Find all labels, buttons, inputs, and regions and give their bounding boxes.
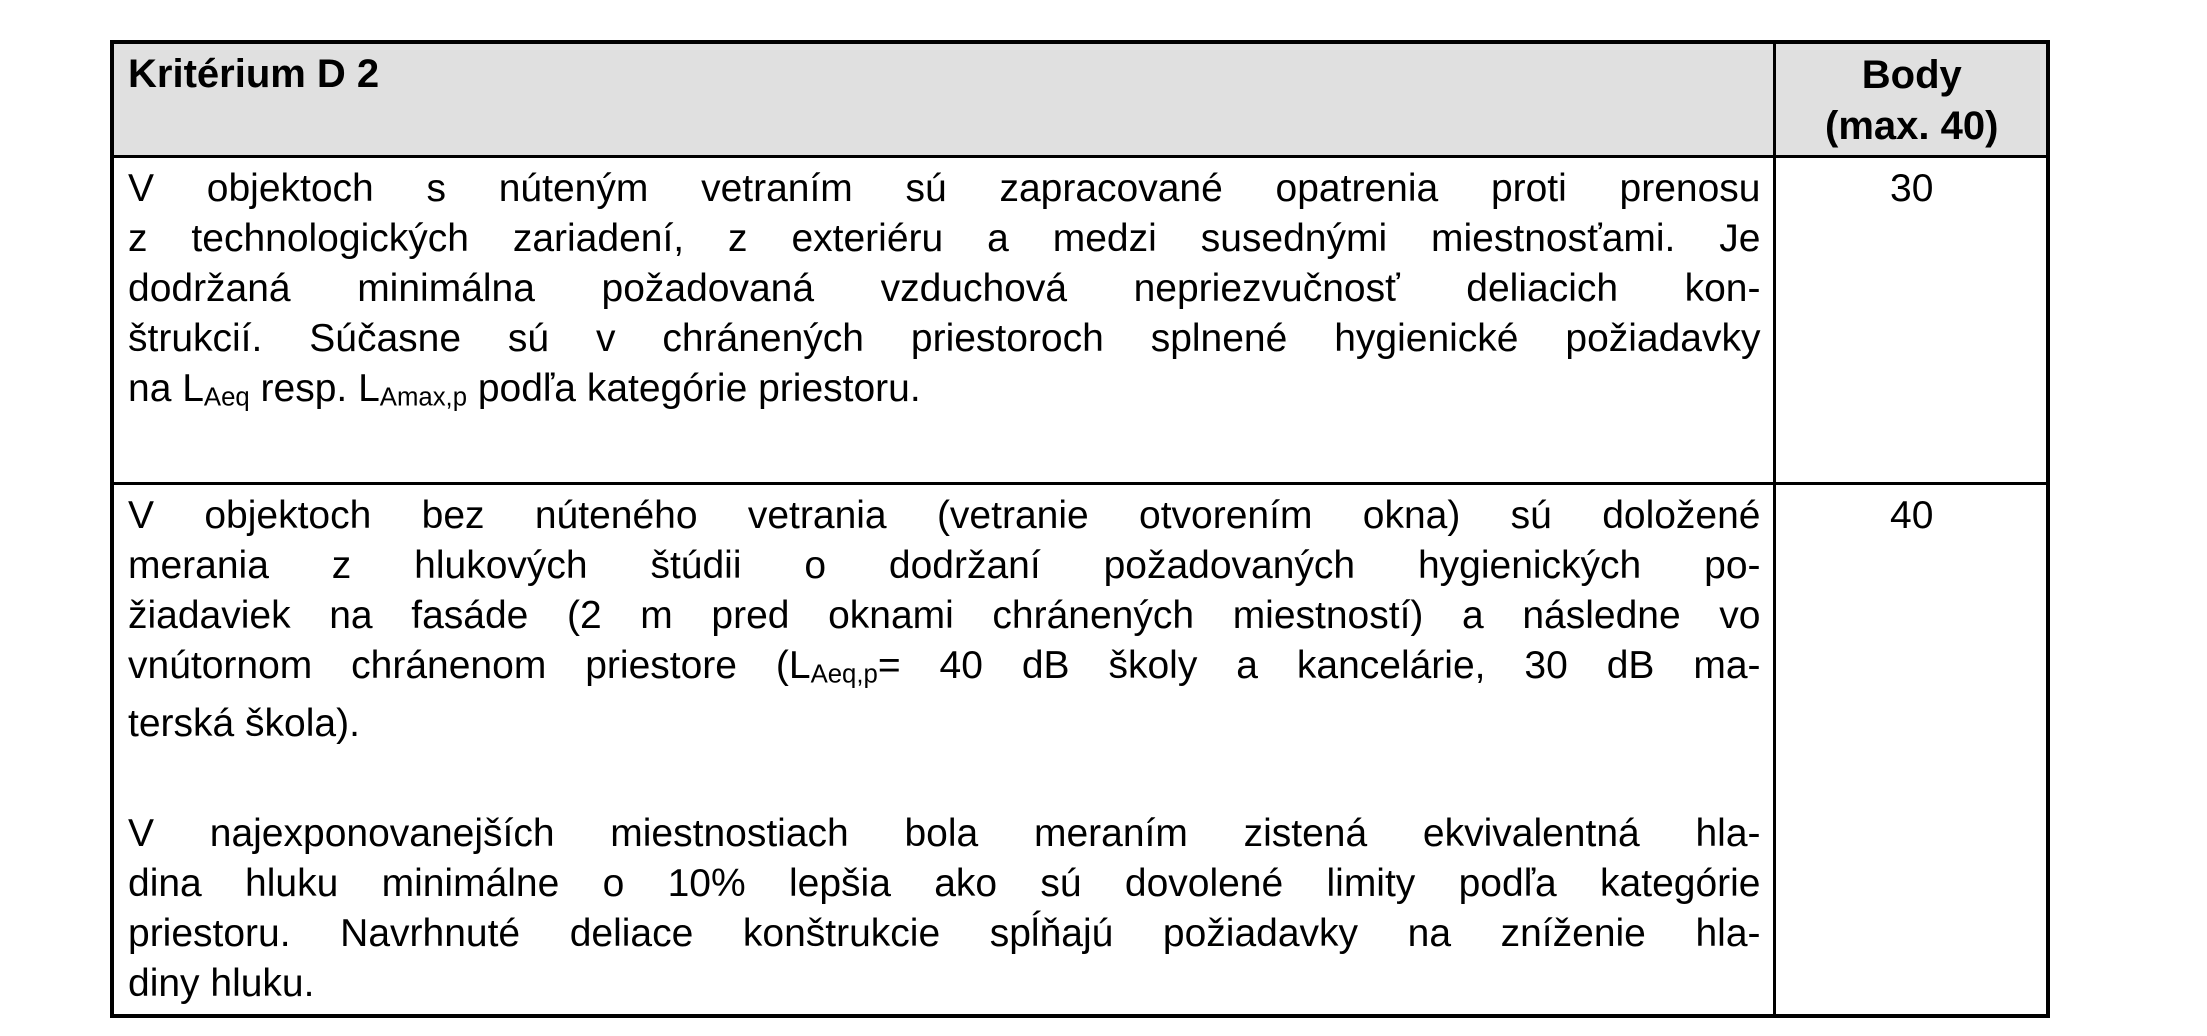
- subscript-aeq: Aeq: [203, 383, 250, 412]
- points-value-row2: 40: [1890, 494, 1934, 537]
- text-line: terská škola).: [128, 702, 360, 746]
- text-run: vnútornom chránenom priestore (L: [128, 644, 811, 687]
- text-line: žiadaviek na fasáde (2 m pred oknami chránených miestností) a následne vo: [128, 594, 1761, 637]
- criterion-row-2: [112, 484, 2048, 1017]
- text-line: dodržaná minimálna požadovaná vzduchová nepriezvučnosť deliacich kon-: [128, 267, 1761, 310]
- text-line: V objektoch bez núteného vetrania (vetranie otvorením okna) sú doložené: [128, 494, 1761, 537]
- points-value-row1: 30: [1890, 167, 1934, 210]
- subscript-amaxp: Amax,p: [379, 383, 468, 412]
- text-line: V objektoch s núteným vetraním sú zapracované opatrenia proti prenosu: [128, 167, 1761, 210]
- criterion-header-cell: [112, 42, 1774, 157]
- paragraph: [128, 164, 1761, 422]
- subscript-aeqp: Aeq,p: [810, 660, 878, 689]
- text-line: [128, 641, 1761, 699]
- paragraph: [128, 491, 1761, 749]
- text-run: na L: [128, 367, 204, 410]
- text-line: merania z hlukových štúdii o dodržaní požadovaných hygienických po-: [128, 544, 1761, 587]
- criteria-table: [110, 40, 2050, 1018]
- text-run: podľa kategórie priestoru.: [467, 367, 921, 410]
- points-cell-1: [1774, 157, 2048, 484]
- text-line: [128, 364, 1761, 422]
- text-line: diny hluku.: [128, 962, 315, 1006]
- criterion-text-cell-1: [112, 157, 1774, 484]
- paragraph: [128, 809, 1761, 1009]
- points-header-title: Body: [1861, 53, 1962, 97]
- table-header-row: [112, 42, 2048, 157]
- text-line: V najexponovanejších miestnostiach bola meraním zistená ekvivalentná hla-: [128, 812, 1761, 856]
- text-line: z technologických zariadení, z exteriéru a medzi susednými miestnosťami. Je: [128, 217, 1761, 260]
- text-run: resp. L: [249, 367, 380, 410]
- criterion-title: Kritérium D 2: [128, 52, 380, 96]
- text-run: = 40 dB školy a kancelárie, 30 dB ma-: [877, 644, 1761, 687]
- criterion-row-1: [112, 157, 2048, 484]
- points-header-max: (max. 40): [1825, 104, 1999, 148]
- points-header-cell: [1774, 42, 2048, 157]
- points-cell-2: [1774, 484, 2048, 1017]
- criterion-text-cell-2: [112, 484, 1774, 1017]
- text-line: priestoru. Navrhnuté deliace konštrukcie spĺňajú požiadavky na zníženie hla-: [128, 912, 1761, 956]
- text-line: dina hluku minimálne o 10% lepšia ako sú dovolené limity podľa kategórie: [128, 862, 1761, 906]
- text-line: štrukcií. Súčasne sú v chránených priestoroch splnené hygienické požiadavky: [128, 317, 1761, 360]
